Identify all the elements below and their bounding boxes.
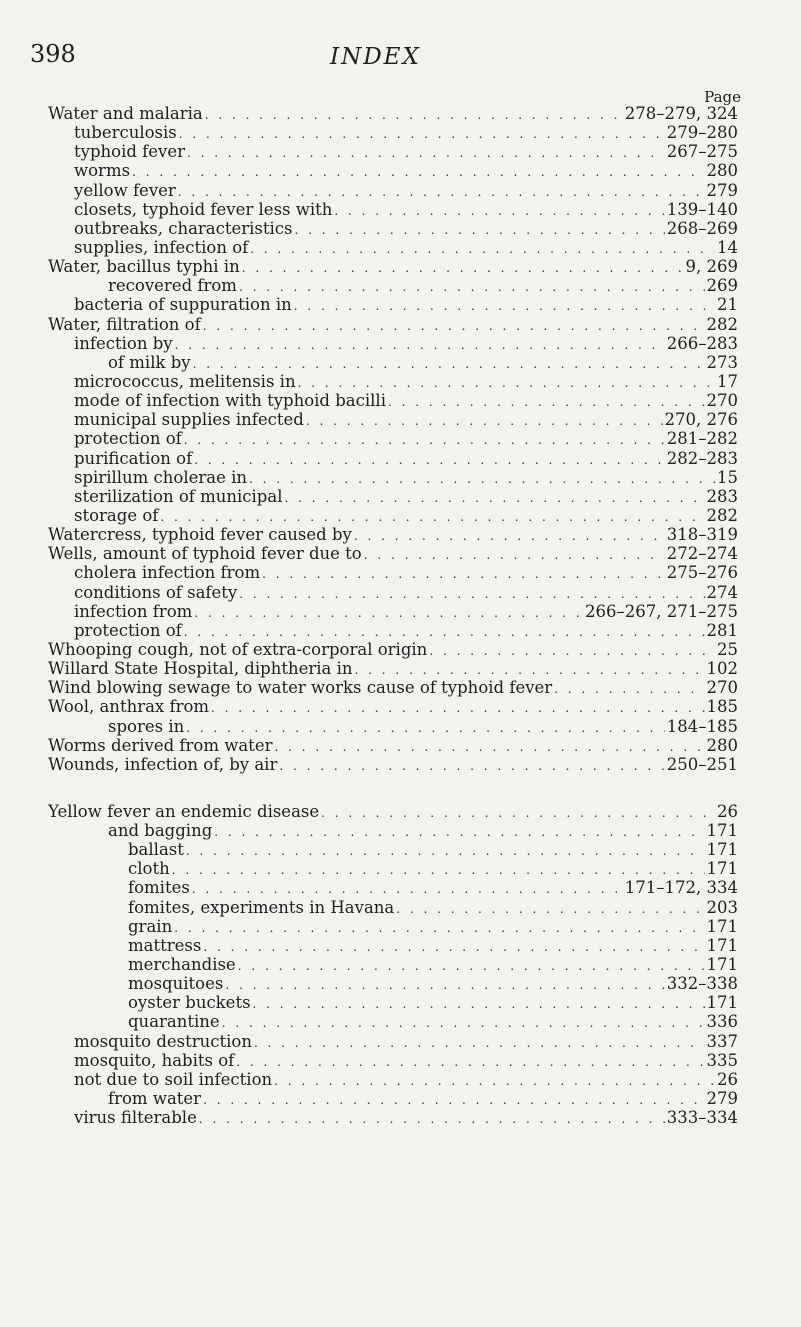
leader-dots — [184, 431, 665, 450]
leader-dots — [175, 336, 665, 355]
entry-page: 281 — [706, 620, 738, 640]
index-entry — [48, 736, 738, 755]
entry-text: oyster buckets — [128, 993, 251, 1013]
leader-dots — [179, 125, 665, 144]
page-title: INDEX — [330, 44, 421, 70]
entry-text: storage of — [74, 505, 159, 525]
entry-text: Willard State Hospital, diphtheria in — [48, 659, 353, 679]
leader-dots — [250, 240, 715, 259]
index-entry — [48, 602, 738, 621]
index-list — [48, 104, 738, 1127]
leader-dots — [205, 106, 623, 125]
entry-page: 266–267, 271–275 — [585, 601, 738, 621]
leader-dots — [284, 489, 704, 508]
entry-page: 283 — [706, 486, 738, 506]
index-entry — [48, 1032, 738, 1051]
entry-text: from water — [108, 1089, 202, 1109]
index-entry — [48, 161, 738, 180]
index-entry — [48, 276, 738, 295]
entry-text: Wounds, infection of, by air — [48, 754, 278, 774]
entry-page: 171 — [706, 935, 738, 955]
leader-dots — [429, 642, 715, 661]
entry-page: 250–251 — [666, 754, 738, 774]
index-entry — [48, 755, 738, 774]
leader-dots — [279, 757, 664, 776]
entry-page: 270 — [706, 391, 738, 411]
leader-dots — [364, 546, 665, 565]
leader-dots — [194, 604, 583, 623]
leader-dots — [174, 919, 704, 938]
index-entry — [48, 898, 738, 917]
leader-dots — [262, 565, 665, 584]
entry-text: closets, typhoid fever less with — [74, 199, 333, 219]
entry-text: fomites, experiments in Havana — [128, 897, 395, 917]
entry-page: 269 — [706, 276, 738, 296]
index-entry — [48, 917, 738, 936]
index-entry — [48, 936, 738, 955]
entry-page: 270, 276 — [664, 410, 738, 430]
leader-dots — [274, 1072, 715, 1091]
leader-dots — [236, 1053, 704, 1072]
index-entry — [48, 1012, 738, 1031]
index-entry — [48, 821, 738, 840]
entry-page: 279 — [706, 180, 738, 200]
leader-dots — [294, 297, 715, 316]
index-entry — [48, 353, 738, 372]
leader-dots — [187, 144, 665, 163]
page-number: 398 — [30, 40, 76, 68]
index-entry — [48, 640, 738, 659]
leader-dots — [254, 1034, 705, 1053]
entry-page: 272–274 — [666, 544, 738, 564]
index-entry — [48, 449, 738, 468]
entry-page: 274 — [706, 582, 738, 602]
index-entry — [48, 257, 738, 276]
index-entry — [48, 1051, 738, 1070]
index-entry — [48, 717, 738, 736]
entry-page: 171 — [706, 840, 738, 860]
entry-text: and bagging — [108, 821, 213, 841]
entry-page: 268–269 — [666, 218, 738, 238]
entry-text: Wells, amount of typhoid fever due to — [48, 544, 362, 564]
index-entry — [48, 468, 738, 487]
index-entry — [48, 621, 738, 640]
entry-text: mosquitoes — [128, 974, 224, 994]
entry-page: 171 — [706, 993, 738, 1013]
leader-dots — [306, 412, 663, 431]
index-entry — [48, 200, 738, 219]
entry-page: 15 — [717, 467, 738, 487]
entry-page: 282 — [706, 505, 738, 525]
entry-page: 267–275 — [666, 142, 738, 162]
leader-dots — [194, 451, 665, 470]
leader-dots — [203, 938, 704, 957]
index-entry — [48, 391, 738, 410]
page-column-label: Page — [704, 88, 741, 106]
index-entry — [48, 238, 738, 257]
index-entry — [48, 334, 738, 353]
leader-dots — [554, 680, 704, 699]
entry-page: 26 — [717, 801, 738, 821]
entry-page: 333–334 — [666, 1108, 738, 1128]
entry-page: 185 — [706, 697, 738, 717]
entry-text: mosquito, habits of — [74, 1050, 235, 1070]
entry-text: infection from — [74, 601, 193, 621]
leader-dots — [334, 202, 664, 221]
entry-text: ballast — [128, 840, 184, 860]
entry-text: mode of infection with typhoid bacilli — [74, 391, 386, 411]
leader-dots — [132, 163, 704, 182]
entry-text: Water, bacillus typhi in — [48, 257, 240, 277]
index-entry — [48, 974, 738, 993]
index-entry — [48, 506, 738, 525]
leader-dots — [203, 1091, 704, 1110]
entry-page: 266–283 — [666, 333, 738, 353]
entry-text: bacteria of suppuration in — [74, 295, 292, 315]
leader-dots — [186, 842, 705, 861]
index-entry — [48, 955, 738, 974]
leader-dots — [249, 470, 715, 489]
entry-text: mosquito destruction — [74, 1031, 252, 1051]
index-entry — [48, 1070, 738, 1089]
entry-page: 273 — [706, 352, 738, 372]
index-entry — [48, 372, 738, 391]
leader-dots — [274, 738, 704, 757]
entry-page: 270 — [706, 678, 738, 698]
entry-page: 336 — [706, 1012, 738, 1032]
leader-dots — [238, 957, 705, 976]
entry-page: 171 — [706, 821, 738, 841]
entry-page: 102 — [706, 659, 738, 679]
entry-page: 282–283 — [666, 448, 738, 468]
leader-dots — [225, 976, 664, 995]
entry-text: typhoid fever — [74, 142, 186, 162]
index-entry — [48, 429, 738, 448]
index-entry — [48, 659, 738, 678]
index-entry — [48, 878, 738, 897]
index-entry — [48, 1108, 738, 1127]
index-entry — [48, 802, 738, 821]
entry-page: 171 — [706, 859, 738, 879]
entry-text: purification of — [74, 448, 193, 468]
entry-page: 275–276 — [666, 563, 738, 583]
index-entry — [48, 678, 738, 697]
entry-page: 282 — [706, 314, 738, 334]
entry-page: 9, 269 — [685, 257, 738, 277]
index-entry — [48, 104, 738, 123]
entry-text: recovered from — [108, 276, 237, 296]
entry-page: 25 — [717, 639, 738, 659]
entry-text: worms — [74, 161, 131, 181]
entry-page: 279 — [706, 1089, 738, 1109]
leader-dots — [354, 527, 665, 546]
entry-text: protection of — [74, 620, 182, 640]
entry-text: not due to soil infection — [74, 1069, 273, 1089]
entry-text: municipal supplies infected — [74, 410, 304, 430]
entry-text: merchandise — [128, 955, 236, 975]
leader-dots — [214, 823, 704, 842]
leader-dots — [396, 900, 704, 919]
leader-dots — [253, 995, 705, 1014]
entry-text: cloth — [128, 859, 170, 879]
section-gap — [48, 774, 738, 802]
entry-page: 17 — [717, 371, 738, 391]
index-entry — [48, 544, 738, 563]
entry-text: Wind blowing sewage to water works cause of typhoid fever — [48, 678, 553, 698]
index-entry — [48, 295, 738, 314]
entry-text: mattress — [128, 935, 202, 955]
entry-text: spirillum cholerae in — [74, 467, 248, 487]
entry-page: 139–140 — [666, 199, 738, 219]
index-entry — [48, 142, 738, 161]
index-entry — [48, 525, 738, 544]
entry-text: Water, filtration of — [48, 314, 201, 334]
index-entry — [48, 563, 738, 582]
entry-text: sterilization of municipal — [74, 486, 283, 506]
entry-page: 26 — [717, 1069, 738, 1089]
leader-dots — [222, 1014, 705, 1033]
entry-text: grain — [128, 916, 173, 936]
leader-dots — [199, 1110, 665, 1129]
leader-dots — [321, 804, 715, 823]
index-entry — [48, 859, 738, 878]
entry-page: 184–185 — [666, 716, 738, 736]
entry-page: 14 — [717, 237, 738, 257]
entry-text: Water and malaria — [48, 104, 203, 123]
leader-dots — [242, 259, 684, 278]
index-entry — [48, 487, 738, 506]
page-header — [0, 40, 801, 74]
entry-text: Wool, anthrax from — [48, 697, 210, 717]
index-entry — [48, 583, 738, 602]
entry-page: 171 — [706, 955, 738, 975]
entry-text: Worms derived from water — [48, 735, 273, 755]
entry-page: 171 — [706, 916, 738, 936]
index-entry — [48, 123, 738, 142]
entry-text: protection of — [74, 429, 182, 449]
entry-page: 280 — [706, 161, 738, 181]
entry-page: 203 — [706, 897, 738, 917]
entry-page: 337 — [706, 1031, 738, 1051]
entry-page: 171–172, 334 — [624, 878, 738, 898]
entry-text: conditions of safety — [74, 582, 238, 602]
index-entry — [48, 410, 738, 429]
entry-text: virus filterable — [74, 1108, 197, 1128]
leader-dots — [211, 699, 704, 718]
entry-text: Whooping cough, not of extra-corporal origin — [48, 639, 428, 659]
entry-text: infection by — [74, 333, 173, 353]
index-entry — [48, 1089, 738, 1108]
entry-text: cholera infection from — [74, 563, 261, 583]
entry-page: 279–280 — [666, 123, 738, 143]
index-entry — [48, 315, 738, 334]
entry-page: 278–279, 324 — [624, 104, 738, 123]
entry-text: of milk by — [108, 352, 191, 372]
entry-text: supplies, infection of — [74, 237, 249, 257]
index-entry — [48, 840, 738, 859]
entry-text: yellow fever — [74, 180, 176, 200]
entry-text: Watercress, typhoid fever caused by — [48, 525, 352, 545]
index-entry — [48, 697, 738, 716]
entry-page: 318–319 — [666, 525, 738, 545]
entry-page: 280 — [706, 735, 738, 755]
entry-page: 335 — [706, 1050, 738, 1070]
leader-dots — [388, 393, 705, 412]
entry-page: 332–338 — [666, 974, 738, 994]
index-entry — [48, 219, 738, 238]
entry-page: 281–282 — [666, 429, 738, 449]
entry-text: fomites — [128, 878, 190, 898]
entry-text: spores in — [108, 716, 185, 736]
entry-text: micrococcus, melitensis in — [74, 371, 296, 391]
leader-dots — [295, 221, 665, 240]
entry-text: tuberculosis — [74, 123, 177, 143]
entry-text: Yellow fever an endemic disease — [48, 801, 320, 821]
index-entry — [48, 993, 738, 1012]
index-entry — [48, 181, 738, 200]
entry-page: 21 — [717, 295, 738, 315]
leader-dots — [239, 278, 705, 297]
entry-text: outbreaks, characteristics — [74, 218, 293, 238]
entry-text: quarantine — [128, 1012, 220, 1032]
leader-dots — [203, 317, 705, 336]
